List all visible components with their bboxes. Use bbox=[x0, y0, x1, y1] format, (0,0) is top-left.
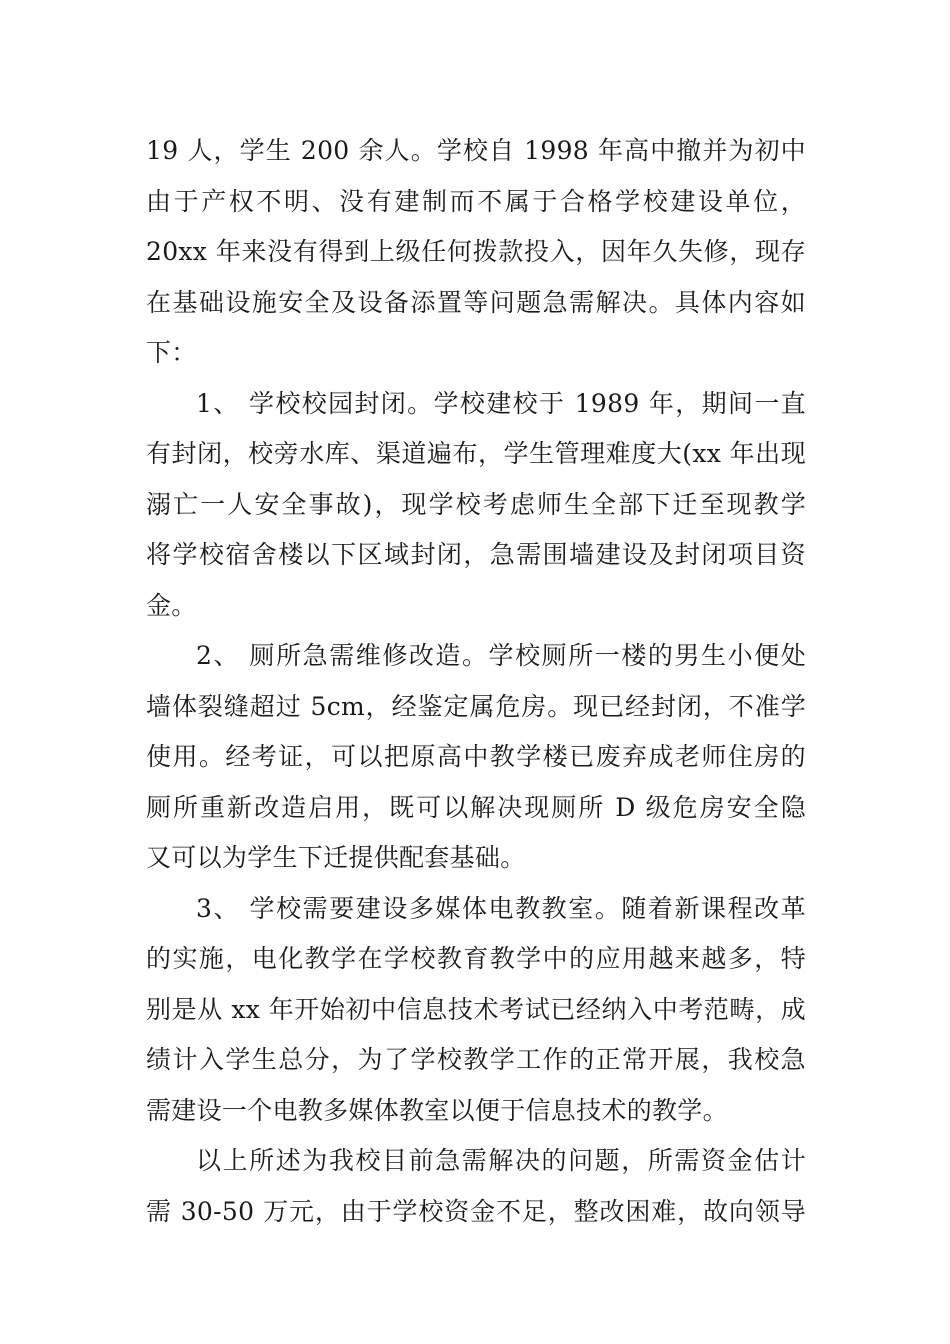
text-line: 别是从 xx 年开始初中信息技术考试已经纳入中考范畴，成 bbox=[146, 994, 806, 1024]
text-line: 1、 学校校园封闭。学校建校于 1989 年，期间一直 bbox=[196, 388, 806, 418]
text-line: 需 30-50 万元，由于学校资金不足，整改困难，故向领导 bbox=[146, 1196, 806, 1226]
text-line: 金。 bbox=[146, 590, 197, 620]
text-line: 使用。经考证，可以把原高中教学楼已废弃成老师住房的 bbox=[146, 742, 806, 771]
text-line: 下： bbox=[146, 338, 197, 367]
text-line: 有封闭，校旁水库、渠道遍布，学生管理难度大(xx 年出现 bbox=[146, 439, 806, 468]
text-line: 绩计入学生总分，为了学校教学工作的正常开展，我校急 bbox=[146, 1045, 806, 1074]
text-line: 需建设一个电教多媒体教室以便于信息技术的教学。 bbox=[146, 1095, 728, 1125]
body-text bbox=[146, 126, 806, 1237]
text-line: 2、 厕所急需维修改造。学校厕所一楼的男生小便处 bbox=[196, 641, 806, 670]
text-line: 以上所述为我校目前急需解决的问题，所需资金估计 bbox=[196, 1146, 806, 1175]
text-line: 又可以为学生下迁提供配套基础。 bbox=[146, 843, 526, 872]
text-line: 20xx 年来没有得到上级任何拨款投入，因年久失修，现存 bbox=[146, 237, 806, 266]
text-line: 厕所重新改造启用，既可以解决现厕所 D 级危房安全隐 bbox=[146, 792, 806, 822]
text-line: 溺亡一人安全事故)，现学校考虑师生全部下迁至现教学 bbox=[146, 489, 806, 519]
text-line: 墙体裂缝超过 5cm，经鉴定属危房。现已经封闭，不准学 bbox=[146, 691, 806, 721]
text-line: 的实施，电化教学在学校教育教学中的应用越来越多，特 bbox=[146, 944, 806, 973]
text-line: 将学校宿舍楼以下区域封闭，急需围墙建设及封闭项目资 bbox=[146, 540, 806, 569]
text-line: 3、 学校需要建设多媒体电教教室。随着新课程改革 bbox=[196, 893, 806, 923]
text-line: 19 人，学生 200 余人。学校自 1998 年高中撤并为初中 bbox=[146, 136, 806, 165]
text-line: 在基础设施安全及设备添置等问题急需解决。具体内容如 bbox=[146, 287, 806, 317]
text-line: 由于产权不明、没有建制而不属于合格学校建设单位， bbox=[146, 186, 806, 216]
